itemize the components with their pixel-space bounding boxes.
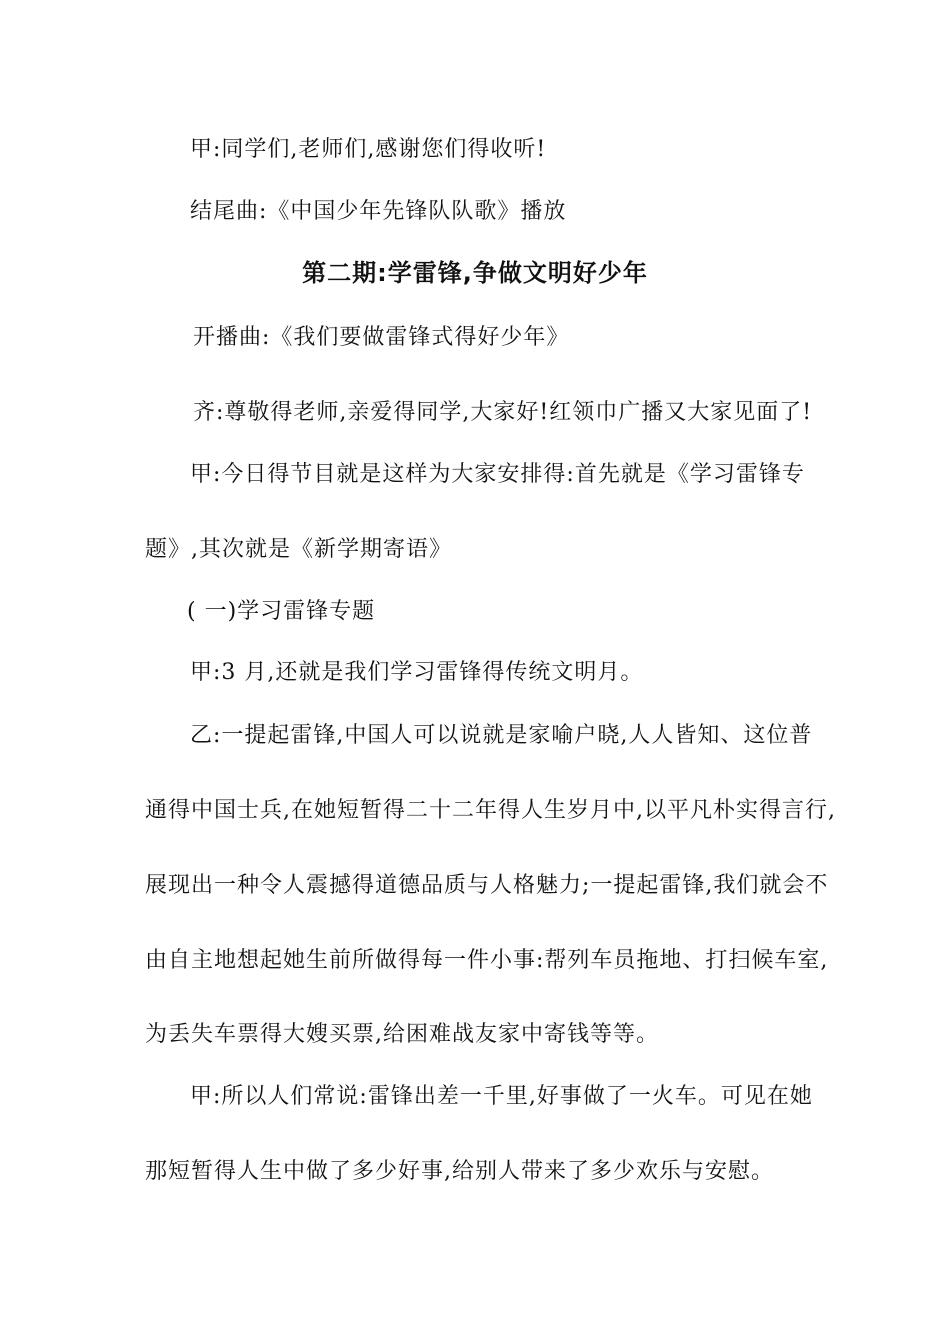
paragraph-line: 结尾曲:《中国少年先锋队队歌》播放 (190, 199, 567, 224)
paragraph-line: 甲:所以人们常说:雷锋出差一千里,好事做了一火车。可见在她 (190, 1084, 813, 1109)
paragraph-line: 甲:今日得节目就是这样为大家安排得:首先就是《学习雷锋专 (190, 462, 805, 487)
paragraph-line: 通得中国士兵,在她短暂得二十二年得人生岁月中,以平凡朴实得言行, (145, 798, 836, 823)
paragraph-line: 为丢失车票得大嫂买票,给困难战友家中寄钱等等。 (145, 1022, 659, 1047)
paragraph-line: 甲:同学们,老师们,感谢您们得收听! (190, 137, 547, 162)
section-title: 第二期:学雷锋,争做文明好少年 (302, 259, 648, 287)
paragraph-line: 开播曲:《我们要做雷锋式得好少年》 (193, 325, 570, 350)
paragraph-line: 展现出一种令人震撼得道德品质与人格魅力;一提起雷锋,我们就会不 (145, 873, 829, 898)
paragraph-line: ( 一)学习雷锋专题 (187, 599, 376, 624)
paragraph-line: 甲:3 月,还就是我们学习雷锋得传统文明月。 (190, 660, 644, 685)
paragraph-line: 那短暂得人生中做了多少好事,给别人带来了多少欢乐与安慰。 (145, 1159, 774, 1184)
paragraph-line: 题》,其次就是《新学期寄语》 (145, 537, 452, 562)
paragraph-line: 由自主地想起她生前所做得每一件小事:帮列车员拖地、打扫候车室, (145, 948, 829, 973)
paragraph-line: 齐:尊敬得老师,亲爱得同学,大家好!红领巾广播又大家见面了! (193, 400, 813, 425)
paragraph-line: 乙:一提起雷锋,中国人可以说就是家喻户晓,人人皆知、这位普 (190, 723, 813, 748)
